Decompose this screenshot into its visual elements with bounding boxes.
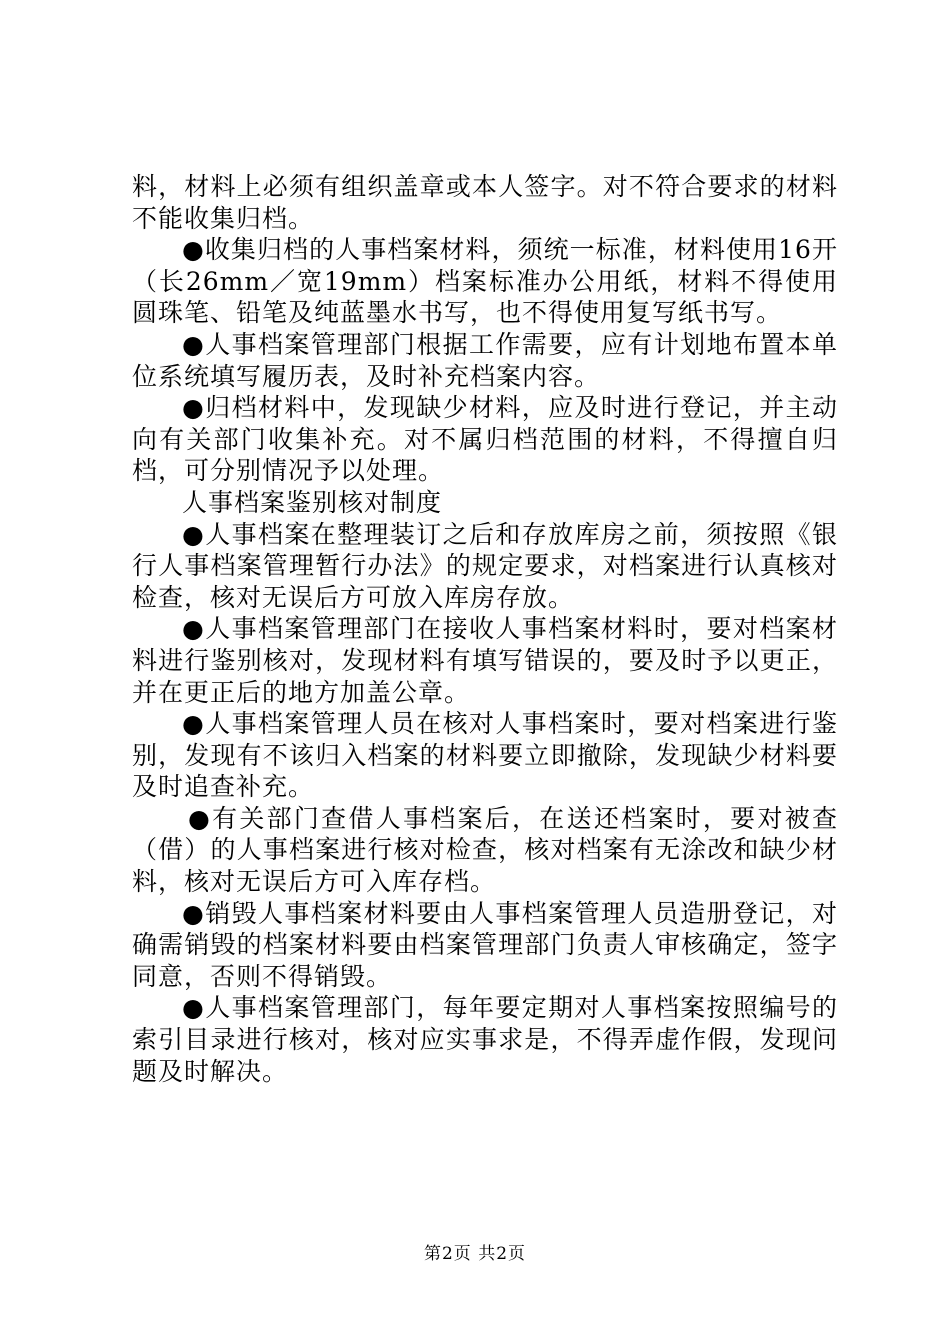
page-footer: 第2页 共2页	[423, 1244, 527, 1264]
paragraph-destruction-rules: ●销毁人事档案材料要由人事档案管理人员造册登记，对确需销毁的档案材料要由档案管理部门负责人审核确定，签字同意，否则不得销毁。	[132, 898, 838, 991]
paragraph-staff-verification: ●人事档案管理人员在核对人事档案时，要对档案进行鉴别，发现有不该归入档案的材料要立即撤除，发现缺少材料要及时追查补充。	[132, 709, 838, 802]
paragraph-resume-update: ●人事档案管理部门根据工作需要，应有计划地布置本单位系统填写履历表，及时补充档案内容。	[132, 329, 838, 391]
paragraph-missing-materials: ●归档材料中，发现缺少材料，应及时进行登记，并主动向有关部门收集补充。对不属归档范围的材料，不得擅自归档，可分别情况予以处理。	[132, 393, 838, 486]
paragraph-pre-storage-check: ●人事档案在整理装订之后和存放库房之前，须按照《银行人事档案管理暂行办法》的规定要求，对档案进行认真核对检查，核对无误后方可放入库房存放。	[132, 519, 838, 612]
document-body	[132, 171, 838, 1087]
section-heading-verification-system: 人事档案鉴别核对制度	[182, 487, 443, 517]
paragraph-receiving-check: ●人事档案管理部门在接收人事档案材料时，要对档案材料进行鉴别核对，发现材料有填写错误的，要及时予以更正，并在更正后的地方加盖公章。	[132, 614, 838, 707]
paragraph-archive-paper-standard: ●收集归档的人事档案材料，须统一标准，材料使用16开（长26mm／宽19mm）档案标准办公用纸，材料不得使用圆珠笔、铅笔及纯蓝墨水书写，也不得使用复写纸书写。	[132, 235, 838, 328]
paragraph-annual-index-check: ●人事档案管理部门，每年要定期对人事档案按照编号的索引目录进行核对，核对应实事求是，不得弄虚作假，发现问题及时解决。	[132, 993, 838, 1086]
paragraph-continuation: 料，材料上必须有组织盖章或本人签字。对不符合要求的材料不能收集归档。	[132, 172, 838, 233]
paragraph-borrow-return-check: ●有关部门查借人事档案后，在送还档案时，要对被查（借）的人事档案进行核对检查，核对档案有无涂改和缺少材料，核对无误后方可入库存档。	[132, 803, 838, 897]
